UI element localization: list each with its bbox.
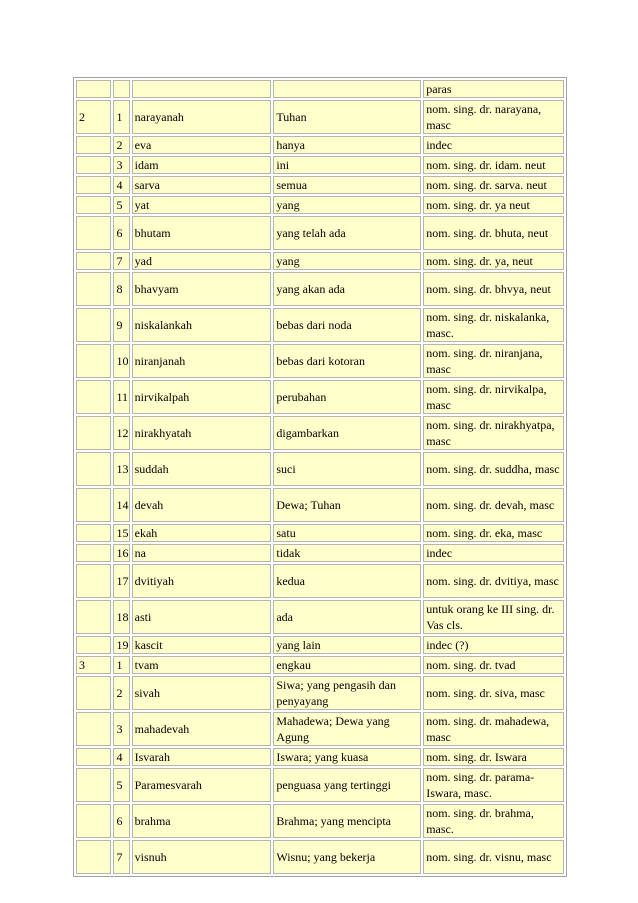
table-row [76, 804, 564, 838]
word-number-cell [113, 80, 129, 98]
verse-number-cell [76, 308, 111, 342]
table-row [76, 216, 564, 250]
meaning-cell: yang lain [273, 636, 421, 654]
meaning-cell: Brahma; yang mencipta [273, 804, 421, 838]
grammar-note-cell: nom. sing. dr. ya, neut [423, 252, 564, 270]
sanskrit-word-cell: Paramesvarah [132, 768, 272, 802]
grammar-note-cell: nom. sing. dr. Iswara [423, 748, 564, 766]
sanskrit-word-cell [132, 80, 272, 98]
meaning-cell: Siwa; yang pengasih dan penyayang [273, 676, 421, 710]
verse-number-cell: 2 [76, 100, 111, 134]
word-number-cell: 9 [113, 308, 129, 342]
meaning-cell: engkau [273, 656, 421, 674]
table-row [76, 600, 564, 634]
sanskrit-word-cell: sarva [132, 176, 272, 194]
sanskrit-word-cell: sivah [132, 676, 272, 710]
table-row [76, 100, 564, 134]
meaning-cell: bebas dari kotoran [273, 344, 421, 378]
grammar-note-cell: paras [423, 80, 564, 98]
grammar-note-cell: nom. sing. dr. sarva. neut [423, 176, 564, 194]
meaning-cell: semua [273, 176, 421, 194]
grammar-note-cell: nom. sing. dr. parama-Iswara, masc. [423, 768, 564, 802]
verse-number-cell [76, 80, 111, 98]
meaning-cell: ada [273, 600, 421, 634]
table-row [76, 136, 564, 154]
word-number-cell: 1 [113, 656, 129, 674]
grammar-note-cell: nom. sing. dr. idam. neut [423, 156, 564, 174]
verse-number-cell [76, 252, 111, 270]
sanskrit-word-cell: nirakhyatah [132, 416, 272, 450]
table-row [76, 656, 564, 674]
table-row [76, 748, 564, 766]
word-number-cell: 2 [113, 136, 129, 154]
grammar-note-cell: nom. sing. dr. nirvikalpa, masc [423, 380, 564, 414]
verse-number-cell [76, 488, 111, 522]
sanskrit-word-cell: nirvikalpah [132, 380, 272, 414]
meaning-cell: bebas dari noda [273, 308, 421, 342]
word-number-cell: 17 [113, 564, 129, 598]
grammar-note-cell: nom. sing. dr. narayana, masc [423, 100, 564, 134]
sanskrit-word-cell: yad [132, 252, 272, 270]
verse-number-cell [76, 196, 111, 214]
sanskrit-word-cell: bhavyam [132, 272, 272, 306]
sanskrit-word-cell: niskalankah [132, 308, 272, 342]
grammar-note-cell: nom. sing. dr. ya neut [423, 196, 564, 214]
meaning-cell: yang [273, 196, 421, 214]
verse-number-cell [76, 272, 111, 306]
word-number-cell: 16 [113, 544, 129, 562]
meaning-cell: yang telah ada [273, 216, 421, 250]
meaning-cell: Wisnu; yang bekerja [273, 840, 421, 874]
table-row [76, 840, 564, 874]
meaning-cell: hanya [273, 136, 421, 154]
word-number-cell: 6 [113, 216, 129, 250]
table-row [76, 564, 564, 598]
meaning-cell: Iswara; yang kuasa [273, 748, 421, 766]
meaning-cell: yang [273, 252, 421, 270]
word-number-cell: 4 [113, 176, 129, 194]
sanskrit-word-cell: ekah [132, 524, 272, 542]
grammar-note-cell: nom. sing. dr. nirakhyatpa, masc [423, 416, 564, 450]
grammar-note-cell: nom. sing. dr. suddha, masc [423, 452, 564, 486]
meaning-cell: satu [273, 524, 421, 542]
word-number-cell: 4 [113, 748, 129, 766]
word-number-cell: 7 [113, 840, 129, 874]
verse-number-cell [76, 676, 111, 710]
vocabulary-table [73, 77, 567, 877]
verse-number-cell [76, 544, 111, 562]
verse-number-cell [76, 452, 111, 486]
grammar-note-cell: nom. sing. dr. eka, masc [423, 524, 564, 542]
table-row [76, 544, 564, 562]
grammar-note-cell: nom. sing. dr. tvad [423, 656, 564, 674]
grammar-note-cell: nom. sing. dr. niranjana, masc [423, 344, 564, 378]
meaning-cell: suci [273, 452, 421, 486]
grammar-note-cell: nom. sing. dr. dvitiya, masc [423, 564, 564, 598]
verse-number-cell [76, 380, 111, 414]
table-row [76, 344, 564, 378]
verse-number-cell [76, 564, 111, 598]
word-number-cell: 14 [113, 488, 129, 522]
sanskrit-word-cell: mahadevah [132, 712, 272, 746]
word-number-cell: 15 [113, 524, 129, 542]
grammar-note-cell: nom. sing. dr. siva, masc [423, 676, 564, 710]
verse-number-cell [76, 416, 111, 450]
sanskrit-word-cell: narayanah [132, 100, 272, 134]
verse-number-cell [76, 600, 111, 634]
word-number-cell: 3 [113, 712, 129, 746]
word-number-cell: 7 [113, 252, 129, 270]
verse-number-cell [76, 768, 111, 802]
grammar-note-cell: nom. sing. dr. visnu, masc [423, 840, 564, 874]
table-row [76, 488, 564, 522]
grammar-note-cell: nom. sing. dr. niskalanka, masc. [423, 308, 564, 342]
verse-number-cell [76, 176, 111, 194]
table-row [76, 252, 564, 270]
table-row [76, 416, 564, 450]
meaning-cell: Dewa; Tuhan [273, 488, 421, 522]
sanskrit-word-cell: Isvarah [132, 748, 272, 766]
grammar-note-cell: indec [423, 136, 564, 154]
meaning-cell: tidak [273, 544, 421, 562]
sanskrit-word-cell: idam [132, 156, 272, 174]
sanskrit-word-cell: tvam [132, 656, 272, 674]
grammar-note-cell: nom. sing. dr. devah, masc [423, 488, 564, 522]
table-row [76, 196, 564, 214]
verse-number-cell: 3 [76, 656, 111, 674]
grammar-note-cell: nom. sing. dr. bhuta, neut [423, 216, 564, 250]
word-number-cell: 6 [113, 804, 129, 838]
grammar-note-cell: indec (?) [423, 636, 564, 654]
meaning-cell: ini [273, 156, 421, 174]
meaning-cell: perubahan [273, 380, 421, 414]
grammar-note-cell: untuk orang ke III sing. dr. Vas cls. [423, 600, 564, 634]
verse-number-cell [76, 216, 111, 250]
sanskrit-word-cell: dvitiyah [132, 564, 272, 598]
meaning-cell: kedua [273, 564, 421, 598]
table-row [76, 452, 564, 486]
table-row [76, 176, 564, 194]
word-number-cell: 3 [113, 156, 129, 174]
grammar-note-cell: nom. sing. dr. mahadewa, masc [423, 712, 564, 746]
meaning-cell: yang akan ada [273, 272, 421, 306]
word-number-cell: 5 [113, 196, 129, 214]
table-row [76, 676, 564, 710]
sanskrit-word-cell: brahma [132, 804, 272, 838]
table-row [76, 308, 564, 342]
verse-number-cell [76, 636, 111, 654]
word-number-cell: 11 [113, 380, 129, 414]
meaning-cell: Mahadewa; Dewa yang Agung [273, 712, 421, 746]
verse-number-cell [76, 804, 111, 838]
grammar-note-cell: nom. sing. dr. brahma, masc. [423, 804, 564, 838]
sanskrit-word-cell: devah [132, 488, 272, 522]
sanskrit-word-cell: visnuh [132, 840, 272, 874]
meaning-cell: digambarkan [273, 416, 421, 450]
verse-number-cell [76, 156, 111, 174]
word-number-cell: 5 [113, 768, 129, 802]
verse-number-cell [76, 524, 111, 542]
word-number-cell: 2 [113, 676, 129, 710]
table-row [76, 712, 564, 746]
table-row [76, 272, 564, 306]
sanskrit-word-cell: niranjanah [132, 344, 272, 378]
sanskrit-word-cell: eva [132, 136, 272, 154]
word-number-cell: 12 [113, 416, 129, 450]
table-row [76, 156, 564, 174]
verse-number-cell [76, 748, 111, 766]
table-row [76, 80, 564, 98]
meaning-cell: Tuhan [273, 100, 421, 134]
table-row [76, 768, 564, 802]
sanskrit-word-cell: kascit [132, 636, 272, 654]
word-number-cell: 13 [113, 452, 129, 486]
grammar-note-cell: nom. sing. dr. bhvya, neut [423, 272, 564, 306]
word-number-cell: 19 [113, 636, 129, 654]
grammar-note-cell: indec [423, 544, 564, 562]
table-row [76, 380, 564, 414]
table-row [76, 636, 564, 654]
word-number-cell: 10 [113, 344, 129, 378]
word-number-cell: 18 [113, 600, 129, 634]
sanskrit-word-cell: yat [132, 196, 272, 214]
sanskrit-word-cell: asti [132, 600, 272, 634]
word-number-cell: 8 [113, 272, 129, 306]
word-number-cell: 1 [113, 100, 129, 134]
verse-number-cell [76, 136, 111, 154]
verse-number-cell [76, 712, 111, 746]
vocabulary-table-body [76, 80, 564, 874]
sanskrit-word-cell: na [132, 544, 272, 562]
table-row [76, 524, 564, 542]
meaning-cell [273, 80, 421, 98]
sanskrit-word-cell: bhutam [132, 216, 272, 250]
sanskrit-word-cell: suddah [132, 452, 272, 486]
verse-number-cell [76, 344, 111, 378]
meaning-cell: penguasa yang tertinggi [273, 768, 421, 802]
verse-number-cell [76, 840, 111, 874]
